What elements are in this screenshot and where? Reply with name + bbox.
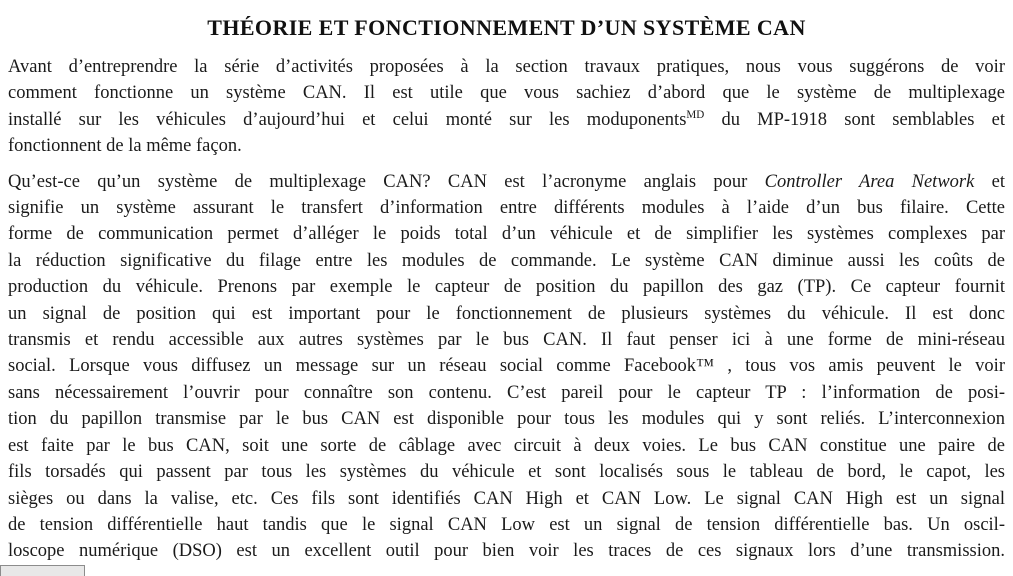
text-line [8, 274, 1005, 300]
italic-term: Controller Area Network [764, 171, 975, 192]
text-line [8, 169, 1005, 195]
text-segment: est faite par le bus CAN, soit une sorte de câblage avec circuit à deux voies. Le bus CAN constitue une paire de [8, 435, 1005, 456]
text-segment: sans nécessairement l’ouvrir pour connaître son contenu. C’est pareil pour le capteur TP : l’information de posi- [8, 382, 1005, 403]
text-line [8, 133, 1005, 159]
text-segment: Avant d’entreprendre la série d’activités proposées à la section travaux pratiques, nous vous suggérons de voir [8, 57, 1005, 77]
text-line [8, 301, 1005, 327]
text-segment: transmis et rendu accessible aux autres systèmes par le bus CAN. Il faut penser ici à une forme de mini-réseau [8, 330, 1005, 351]
text-segment: loscope numérique (DSO) est un excellent outil pour bien voir les traces de ces signaux lors d’une transmission. [8, 541, 1005, 562]
text-segment: forme de communication permet d’alléger le poids total d’un véhicule et de simplifier les systèmes complexes par [8, 224, 1005, 245]
text-segment: production du véhicule. Prenons par exemple le capteur de position du papillon des gaz (TP). Ce capteur fournit [8, 277, 1005, 298]
text-line [8, 107, 1005, 133]
paragraph-1 [8, 54, 1005, 160]
text-segment: de tension différentielle haut tandis que le signal CAN Low est un signal de tension différentielle bas. Un oscil- [8, 514, 1005, 535]
text-line [8, 538, 1005, 564]
text-line [8, 221, 1005, 247]
text-line [8, 433, 1005, 459]
text-segment: installé sur les véhicules d’aujourd’hui et celui monté sur les moduponents [8, 109, 687, 130]
text-segment: du MP-1918 sont semblables et [704, 109, 1005, 130]
text-segment: et [974, 171, 1005, 192]
text-line [8, 486, 1005, 512]
text-line [8, 80, 1005, 106]
text-line [8, 380, 1005, 406]
text-segment: fils torsadés qui passent par tous les systèmes du véhicule et sont localisés sous le tableau de bord, le capot, les [8, 462, 1005, 483]
text-line [8, 406, 1005, 432]
document-body [0, 41, 1013, 565]
text-segment: la réduction significative du filage entre les modules de commande. Le système CAN diminue aussi les coûts de [8, 250, 1005, 271]
text-segment: un signal de position qui est important pour le fonctionnement de plusieurs systèmes du véhicule. Il est donc [8, 303, 1005, 324]
text-segment: comment fonctionne un système CAN. Il est utile que vous sachiez d’abord que le système de multiplexage [8, 83, 1005, 104]
text-segment: fonctionnent de la même façon. [8, 136, 242, 157]
trademark-superscript: MD [686, 108, 705, 121]
text-line [8, 248, 1005, 274]
text-line [8, 195, 1005, 221]
text-line [8, 54, 1005, 80]
page-title: THÉORIE ET FONCTIONNEMENT D’UN SYSTÈME CAN [207, 15, 806, 40]
text-segment: tion du papillon transmise par le bus CAN est disponible pour tous les modules qui y sont reliés. L’interconnexion [8, 409, 1005, 430]
text-line [8, 459, 1005, 485]
text-segment: Qu’est-ce qu’un système de multiplexage CAN? CAN est l’acronyme anglais pour [8, 171, 765, 192]
paragraph-2 [8, 169, 1005, 565]
text-segment: signifie un système assurant le transfert d’information entre différents modules à l’aide d’un bus filaire. Cette [8, 198, 1005, 219]
text-line [8, 327, 1005, 353]
text-line [8, 353, 1005, 379]
cropped-box-fragment [0, 565, 85, 576]
text-line [8, 512, 1005, 538]
text-segment: sièges ou dans la valise, etc. Ces fils sont identifiés CAN High et CAN Low. Le signal CAN High est un signal [8, 488, 1005, 509]
text-segment: social. Lorsque vous diffusez un message sur un réseau social comme Facebook™ , tous vos amis peuvent le voir [8, 356, 1005, 377]
